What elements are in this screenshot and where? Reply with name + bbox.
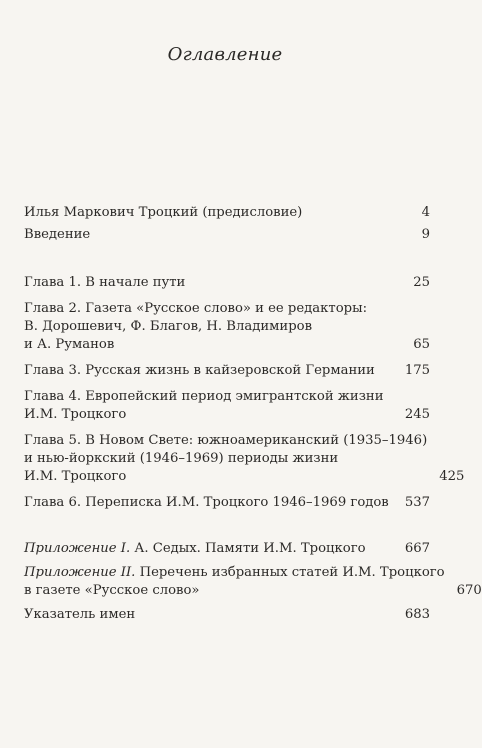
toc-line xyxy=(24,540,393,558)
toc-appendix-label: Приложение II. xyxy=(24,565,136,580)
toc-appendix-rest: А. Седых. Памяти И.М. Троцкого xyxy=(134,541,366,556)
toc-entry-chapter-6 xyxy=(24,494,430,512)
toc-page-number: 175 xyxy=(404,363,430,378)
toc-entry-preface xyxy=(24,204,430,222)
toc-page-number: 537 xyxy=(404,495,430,510)
toc-entry-text xyxy=(24,274,413,292)
toc-page-number: 683 xyxy=(404,607,430,622)
toc-line: и нью-йоркский (1946–1969) периоды жизни xyxy=(24,451,339,466)
toc-page-number: 670 xyxy=(456,583,482,598)
toc-entry-chapter-4 xyxy=(24,388,430,424)
page-title: Оглавление xyxy=(167,44,283,65)
toc-line: Глава 3. Русская жизнь в кайзеровской Германии xyxy=(24,363,375,378)
toc-entry-text xyxy=(24,204,422,222)
toc-line: Глава 6. Переписка И.М. Троцкого 1946–1969 годов xyxy=(24,495,389,510)
toc-entry-chapter-5 xyxy=(24,432,465,486)
toc-line: В. Дорошевич, Ф. Благов, Н. Владимиров xyxy=(24,319,312,334)
toc-line: Глава 2. Газета «Русское слово» и ее редакторы: xyxy=(24,301,368,316)
toc-entry-text xyxy=(24,564,457,600)
toc-page-number: 4 xyxy=(421,205,430,220)
toc-line: Глава 1. В начале пути xyxy=(24,275,186,290)
toc-entry-text xyxy=(24,300,413,354)
toc-entry-text xyxy=(24,432,439,486)
toc-entry-chapter-2 xyxy=(24,300,430,354)
toc-line: Глава 4. Европейский период эмигрантской жизни xyxy=(24,389,384,404)
toc-appendix-label: Приложение I. xyxy=(24,541,131,556)
toc-entry-text xyxy=(24,388,405,424)
toc-page-number: 65 xyxy=(413,337,430,352)
toc-entry-appendix-2 xyxy=(24,564,482,600)
toc-entry-index xyxy=(24,606,430,624)
toc-appendix-rest: Перечень избранных статей И.М. Троцкого xyxy=(139,565,445,580)
toc-line: И.М. Троцкого xyxy=(24,469,127,484)
toc-entry-text xyxy=(24,540,405,558)
toc-line xyxy=(24,564,445,582)
toc-entry-text xyxy=(24,226,422,244)
toc-line: Введение xyxy=(24,227,91,242)
toc-line: и А. Руманов xyxy=(24,337,115,352)
toc-line: Указатель имен xyxy=(24,607,136,622)
toc-entry-text xyxy=(24,494,405,512)
toc-line: в газете «Русское слово» xyxy=(24,583,200,598)
table-of-contents xyxy=(24,204,482,624)
toc-entry-text xyxy=(24,362,405,380)
toc-page-number: 25 xyxy=(413,275,430,290)
toc-line: Глава 5. В Новом Свете: южноамериканский (1935–1946) xyxy=(24,433,428,448)
toc-entry-text xyxy=(24,606,405,624)
toc-line: И.М. Троцкого xyxy=(24,407,127,422)
toc-entry-chapter-3 xyxy=(24,362,430,380)
toc-entry-chapter-1 xyxy=(24,274,430,292)
toc-page-number: 9 xyxy=(421,227,430,242)
toc-page-number: 667 xyxy=(404,541,430,556)
toc-entry-appendix-1 xyxy=(24,540,430,558)
toc-line: Илья Маркович Троцкий (предисловие) xyxy=(24,205,303,220)
toc-page-number: 425 xyxy=(439,469,465,484)
toc-entry-introduction xyxy=(24,226,430,244)
toc-page-number: 245 xyxy=(404,407,430,422)
